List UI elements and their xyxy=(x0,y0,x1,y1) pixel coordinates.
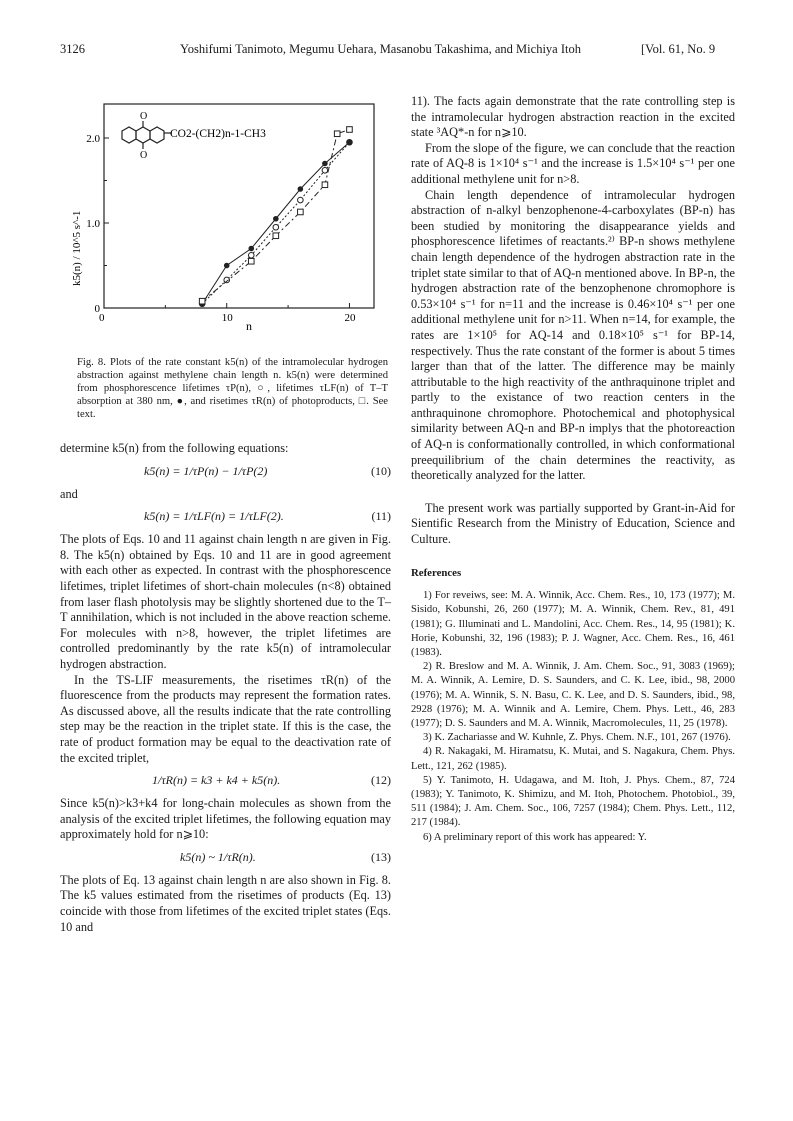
eq-intro-text: determine k5(n) from the following equations: xyxy=(60,441,289,455)
data-point-filled-circle xyxy=(273,216,279,222)
and-text: and xyxy=(60,486,78,501)
data-point-open-square xyxy=(273,233,279,239)
reference-item: 1) For reveiws, see: M. A. Winnik, Acc. Chem. Res., 10, 173 (1977); M. Sisido, Kobunshi, 26, 260 (1977); M. A. Winnik, Chem. Rev., 81, 491 (1981); G. Illuminati and L. Mandolini, Acc. Chem. Res., 14, 95 (1981); K. Horie, Kobunshi, 32, 196 (1983); P. J. Wagner, Acc. Chem. Res., 16, 461 (1983). xyxy=(411,590,735,659)
figure-8-chart xyxy=(62,96,382,336)
data-point-open-square xyxy=(347,127,353,133)
reference-item: 3) K. Zachariasse and W. Kuhnle, Z. Phys. Chem. N.F., 101, 267 (1976). xyxy=(423,732,731,744)
y-tick-label: 2.0 xyxy=(86,133,100,145)
x-axis-label: n xyxy=(246,319,252,333)
data-point-open-circle xyxy=(322,168,328,174)
data-point-open-square xyxy=(248,258,254,264)
x-tick-label: 20 xyxy=(344,312,356,324)
right-paragraph-1: 11). The facts again demonstrate that the rate controlling step is the intramolecular hydrogen abstraction reaction in the excited state ³AQ*-n for n⩾10. xyxy=(411,94,735,140)
acknowledgment: The present work was partially supported by Grant-in-Aid for Sientific Research from the Ministry of Education, Science and Culture. xyxy=(411,500,735,547)
structure-label: CO2-(CH2)n-1-CH3 xyxy=(170,128,266,140)
data-point-filled-circle xyxy=(298,186,304,192)
equation-12: 1/τR(n) = k3 + k4 + k5(n). (12) xyxy=(152,773,391,788)
volume-info: [Vol. 61, No. 9 xyxy=(641,42,716,56)
reference-item: 4) R. Nakagaki, M. Hiramatsu, K. Mutai, and S. Nagakura, Chem. Phys. Lett., 121, 262 (1985). xyxy=(411,746,735,772)
equation-11: k5(n) = 1/τLF(n) = 1/τLF(2). (11) xyxy=(144,509,391,524)
paragraph-4: The plots of Eq. 13 against chain length n are also shown in Fig. 8. The k5 values estimated from the risetimes of products (Eq. 13) coincide with those from lifetimes of the excited triplet states (Eqs. 10 and xyxy=(60,872,391,934)
reference-item: 2) R. Breslow and M. A. Winnik, J. Am. Chem. Soc., 91, 3083 (1969); M. A. Winnik, A. Lemire, D. S. Saunders, and C. K. Lee, ibid., 98, 2000 (1976); M. A. Winnik, S. N. Basu, C. K. Lee, and D. S. Saunders, ibid., 98, 2928 (1976); M. A. Winnik and A. Lemire, Chem. Phys. Lett., 46, 283 (1977); D. S. Saunders and M. A. Winnik, Macromolecules, 11, 25 (1978). xyxy=(411,661,735,730)
data-point-open-circle xyxy=(248,253,254,259)
page-number: 3126 xyxy=(60,42,85,56)
data-point-open-square xyxy=(199,298,205,304)
x-tick-label: 10 xyxy=(221,312,233,324)
equation-13: k5(n) ~ 1/τR(n). (13) xyxy=(180,849,391,864)
reference-item: 5) Y. Tanimoto, H. Udagawa, and M. Itoh, J. Phys. Chem., 87, 724 (1983); Y. Tanimoto, K. Shimizu, and M. Itoh, Photochem. Photobiol., 39, 511 (1984); J. Am. Chem. Soc., 106, 7257 (1984); Chem. Phys. Lett., 112, 217 (1984). xyxy=(411,774,735,829)
right-paragraph-2: From the slope of the figure, we can conclude that the reaction rate of AQ-8 is 1×10⁴ s⁻¹ and the increase is 1.5×10⁴ s⁻¹ per one additional methylene unit for n>8. xyxy=(411,140,735,186)
running-authors: Yoshifumi Tanimoto, Megumu Uehara, Masanobu Takashima, and Michiya Itoh xyxy=(180,42,581,56)
left-column xyxy=(60,441,391,935)
data-point-filled-circle xyxy=(322,161,328,167)
anthraquinone-structure xyxy=(122,121,172,149)
right-column xyxy=(411,94,735,845)
data-point-filled-circle xyxy=(347,139,353,145)
series-line xyxy=(202,130,349,302)
reference-item: 6) A preliminary report of this work has appeared: Y. xyxy=(423,831,647,843)
data-point-open-square xyxy=(334,131,340,137)
data-point-filled-circle xyxy=(248,246,254,252)
references-heading: References xyxy=(411,566,462,579)
y-tick-label: 0 xyxy=(94,303,100,315)
paragraph-1: The plots of Eqs. 10 and 11 against chain length n are given in Fig. 8. The k5(n) obtained by Eqs. 10 and 11 are in good agreement with each other as expected. In contrast with the phosphorescence lifetimes, triplet lifetimes of short-chain molecules (n<8) obtained from laser flash photolysis may be slightly shortened due to the T–T annihilation, which is not included in the above reaction scheme. For molecules with n>8, however, the triplet lifetimes are controlled predominantly by the rate k5(n) of intramolecular hydrogen abstraction. xyxy=(60,532,391,671)
data-point-open-square xyxy=(322,182,328,188)
x-tick-label: 0 xyxy=(99,312,105,324)
data-point-filled-circle xyxy=(224,263,230,269)
equation-10: k5(n) = 1/τP(n) − 1/τP(2) (10) xyxy=(144,463,391,478)
y-axis-label: k5(n) / 10^5 s^-1 xyxy=(71,210,83,286)
carbonyl-o-bottom: O xyxy=(140,150,148,161)
data-point-open-circle xyxy=(273,224,279,230)
references-list xyxy=(411,589,735,845)
data-point-open-circle xyxy=(298,197,304,203)
paragraph-3: Since k5(n)>k3+k4 for long-chain molecules as shown from the analysis of the excited triplet lifetimes, the following equation may approximately hold for n⩾10: xyxy=(60,796,391,842)
data-point-open-square xyxy=(298,209,304,215)
right-paragraph-3: Chain length dependence of intramolecular hydrogen abstraction of n-alkyl benzophenone-4-carboxylates (BP-n) has been studied by monitoring the disappearance yields and phosphorescence lifetimes of reactants.²⁾ BP-n shows methylene chain length dependence of the hydrogen abstraction rate in the triplet state similar to that of AQ-n mentioned above. In BP-n, the hydrogen abstraction rate of the benzophenone chromophore is 0.53×10⁴ s⁻¹ for n=11 and the increase is 0.46×10⁴ s⁻¹ per one additional methylene unit for n>11. When n=14, for example, the rates are 1×10⁵ for AQ-14 and 0.18×10⁵ s⁻¹ for BP-14, respectively. Thus the rate constant of the former is about 5 times larger than that of the latter. The difference may be mainly attributable to the high reactivity of the anthraquinone triplet and partly to the existance of two reaction centers in the anthraquinone chromophore. Photochemical and photophysical similarity between AQ-n and BP-n implys that the photoreaction of AQ-n is conformationally controlled, in which conformational preequilibrium of the chain determines the reactivity, as theoretically analyzed for the latter. xyxy=(411,187,735,483)
paragraph-2: In the TS-LIF measurements, the risetimes τR(n) of the fluorescence from the products may represent the formation rates. As discussed above, all the results indicate that the rate controlling step may be the reaction in the triplet state. If this is the case, the rate of product formation may be equal to the deactivation rate of the excited triplet, xyxy=(60,672,391,765)
figure-caption: Fig. 8. Plots of the rate constant k5(n) of the intramolecular hydrogen abstraction against methylene chain length n. k5(n) were determined from phosphorescence lifetimes τP(n), ○, lifetimes τLF(n) of T–T absorption at 380 nm, ●, and risetimes τR(n) of photoproducts, □. See text. xyxy=(77,357,388,420)
carbonyl-o-top: O xyxy=(140,111,148,122)
y-tick-label: 1.0 xyxy=(86,218,100,230)
